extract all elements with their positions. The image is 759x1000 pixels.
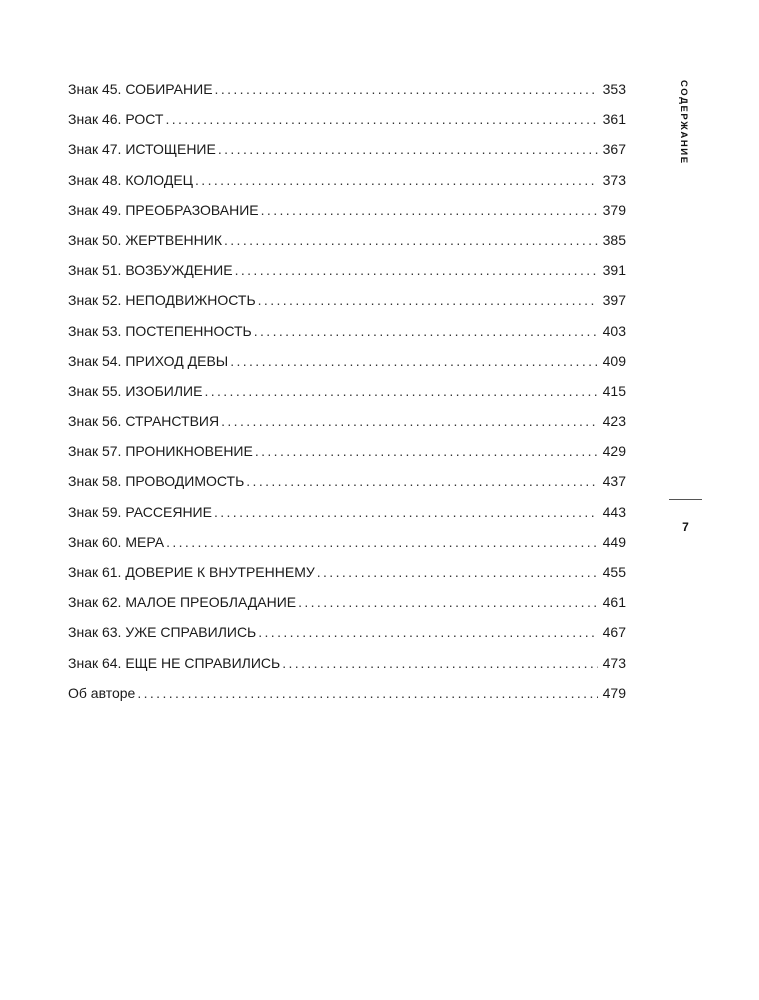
toc-dot-leader: [221, 408, 598, 434]
toc-dot-leader: [254, 318, 598, 344]
toc-entry[interactable]: [68, 468, 626, 498]
toc-entry-title: Знак 60. МЕРА: [68, 533, 165, 550]
toc-entry-page: 467: [602, 624, 626, 641]
toc-entry-page: 361: [602, 111, 626, 128]
toc-entry[interactable]: [68, 76, 626, 106]
toc-entry[interactable]: [68, 438, 626, 468]
table-of-contents: [68, 76, 626, 710]
toc-entry-title: Знак 55. ИЗОБИЛИЕ: [68, 382, 203, 399]
toc-entry-page: 385: [602, 231, 626, 248]
toc-entry-title: Знак 58. ПРОВОДИМОСТЬ: [68, 473, 245, 490]
toc-entry-title: Знак 45. СОБИРАНИЕ: [68, 81, 213, 97]
toc-dot-leader: [214, 499, 598, 525]
toc-entry[interactable]: [68, 348, 626, 378]
toc-entry-title: Знак 50. ЖЕРТВЕННИК: [68, 231, 222, 248]
toc-entry-page: 353: [602, 81, 626, 97]
toc-entry[interactable]: [68, 680, 626, 710]
toc-dot-leader: [230, 348, 598, 374]
toc-entry-title: Знак 62. МАЛОЕ ПРЕОБЛАДАНИЕ: [68, 594, 297, 611]
toc-entry-title: Знак 49. ПРЕОБРАЗОВАНИЕ: [68, 201, 259, 218]
toc-entry[interactable]: [68, 197, 626, 227]
toc-entry-page: 403: [602, 322, 626, 339]
toc-entry-title: Знак 64. ЕЩЕ НЕ СПРАВИЛИСЬ: [68, 654, 281, 671]
toc-entry[interactable]: [68, 378, 626, 408]
toc-entry-title: Знак 61. ДОВЕРИЕ К ВНУТРЕННЕМУ: [68, 564, 315, 580]
folio-divider: [669, 499, 702, 500]
toc-dot-leader: [282, 650, 598, 676]
toc-entry-title: Знак 57. ПРОНИКНОВЕНИЕ: [68, 443, 253, 460]
toc-dot-leader: [204, 378, 598, 404]
toc-entry-page: 391: [602, 262, 626, 279]
toc-entry-page: 473: [602, 654, 626, 671]
page-number: 7: [682, 520, 689, 534]
toc-entry-page: 461: [602, 594, 626, 611]
toc-entry-page: 449: [602, 533, 626, 550]
toc-entry-page: 437: [602, 473, 626, 490]
toc-entry[interactable]: [68, 559, 626, 589]
toc-entry[interactable]: [68, 136, 626, 166]
toc-entry-page: 443: [602, 503, 626, 520]
toc-dot-leader: [261, 197, 598, 223]
toc-entry-page: 423: [602, 413, 626, 430]
toc-dot-leader: [215, 76, 598, 102]
toc-entry-title: Знак 53. ПОСТЕПЕННОСТЬ: [68, 322, 252, 339]
toc-dot-leader: [317, 559, 598, 585]
toc-entry-title: Знак 63. УЖЕ СПРАВИЛИСЬ: [68, 624, 257, 641]
toc-entry-title: Знак 47. ИСТОЩЕНИЕ: [68, 141, 216, 158]
toc-entry-title: Знак 51. ВОЗБУЖДЕНИЕ: [68, 262, 233, 279]
toc-dot-leader: [258, 287, 598, 313]
toc-dot-leader: [298, 589, 598, 615]
toc-entry[interactable]: [68, 287, 626, 317]
toc-entry[interactable]: [68, 318, 626, 348]
toc-entry-page: 373: [602, 171, 626, 188]
toc-entry[interactable]: [68, 167, 626, 197]
toc-entry[interactable]: [68, 619, 626, 649]
toc-entry-title: Знак 56. СТРАНСТВИЯ: [68, 413, 220, 430]
toc-entry-title: Знак 52. НЕПОДВИЖНОСТЬ: [68, 292, 256, 309]
running-head: СОДЕРЖАНИЕ: [678, 80, 689, 165]
toc-entry-title: Знак 46. РОСТ: [68, 111, 164, 128]
toc-entry[interactable]: [68, 106, 626, 136]
toc-entry-title: Об авторе: [68, 684, 136, 701]
toc-entry[interactable]: [68, 257, 626, 287]
toc-dot-leader: [246, 468, 598, 494]
toc-entry-page: 479: [602, 684, 626, 701]
toc-dot-leader: [258, 619, 598, 645]
toc-dot-leader: [255, 438, 598, 464]
toc-entry-title: Знак 59. РАССЕЯНИЕ: [68, 503, 212, 520]
toc-dot-leader: [165, 106, 598, 132]
toc-entry[interactable]: [68, 408, 626, 438]
toc-entry[interactable]: [68, 499, 626, 529]
toc-entry-page: 397: [602, 292, 626, 309]
toc-entry-page: 409: [602, 352, 626, 369]
toc-dot-leader: [137, 680, 598, 706]
toc-entry-page: 367: [602, 141, 626, 158]
toc-entry[interactable]: [68, 227, 626, 257]
toc-entry-page: 415: [602, 382, 626, 399]
toc-entry-title: Знак 48. КОЛОДЕЦ: [68, 171, 194, 188]
toc-dot-leader: [195, 167, 598, 193]
toc-entry-title: Знак 54. ПРИХОД ДЕВЫ: [68, 352, 229, 369]
toc-entry[interactable]: [68, 589, 626, 619]
toc-entry[interactable]: [68, 529, 626, 559]
toc-dot-leader: [235, 257, 598, 283]
toc-dot-leader: [224, 227, 598, 253]
toc-dot-leader: [166, 529, 598, 555]
toc-entry[interactable]: [68, 650, 626, 680]
toc-entry-page: 379: [602, 201, 626, 218]
toc-entry-page: 455: [602, 564, 626, 580]
toc-dot-leader: [218, 136, 598, 162]
toc-entry-page: 429: [602, 443, 626, 460]
